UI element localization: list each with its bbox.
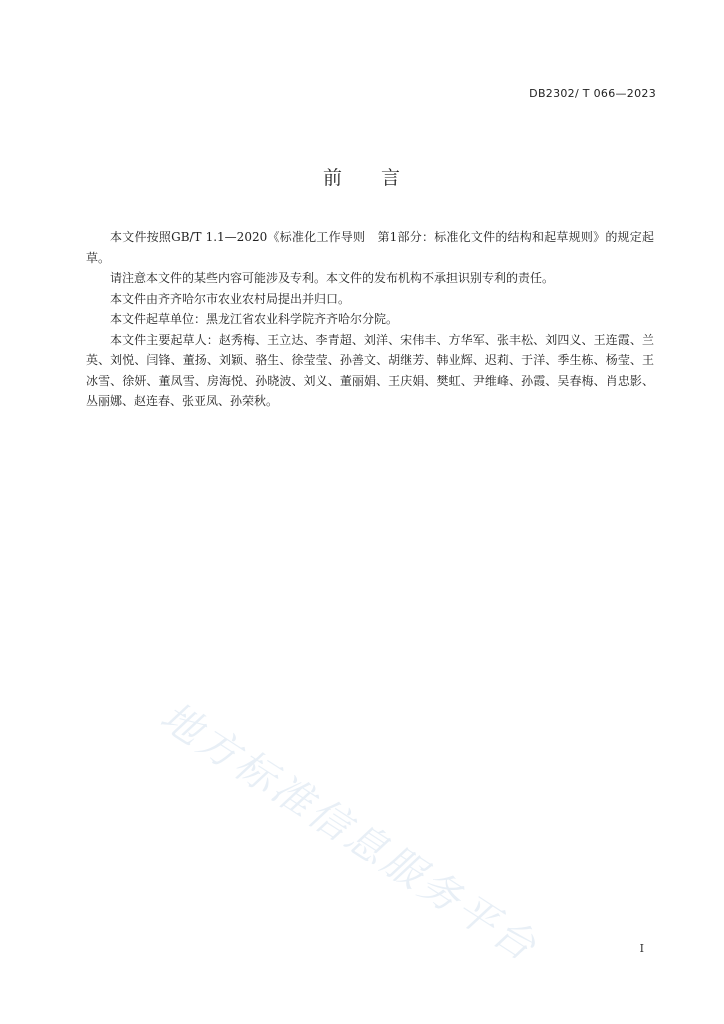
paragraph-proposer: 本文件由齐齐哈尔市农业农村局提出并归口。 — [110, 291, 351, 306]
paragraph-patent-notice: 请注意本文件的某些内容可能涉及专利。本文件的发布机构不承担识别专利的责任。 — [110, 271, 555, 285]
title-char-2: 言 — [381, 167, 402, 189]
page-number: I — [639, 942, 644, 955]
watermark-text: 地方标准信息服务平台 — [152, 693, 547, 972]
foreword-body — [86, 227, 654, 412]
title-char-1: 前 — [322, 167, 343, 189]
page-title — [0, 163, 724, 190]
paragraph-drafting-unit: 本文件起草单位：黑龙江省农业科学院齐齐哈尔分院。 — [110, 312, 399, 326]
paragraph-drafters: 本文件主要起草人：赵秀梅、王立达、李青超、刘洋、宋伟丰、方华军、张丰松、刘四义、王连霞、兰英、刘悦、闫锋、董扬、刘颖、骆生、徐莹莹、孙善文、胡继芳、韩业辉、迟莉、于洋、季生栋、杨莹、王冰雪、徐妍、董凤雪、房海悦、孙晓波、刘义、董丽娟、王庆娟、樊虹、尹维峰、孙霞、吴春梅、肖忠影、丛丽娜、赵连春、张亚凤、孙荣秋。 — [86, 332, 654, 408]
paragraph-drafting-rules: 本文件按照GB/T 1.1—2020《标准化工作导则 第1部分：标准化文件的结构和起草规则》的规定起草。 — [86, 230, 654, 265]
document-code: DB2302/ T 066—2023 — [529, 87, 656, 100]
